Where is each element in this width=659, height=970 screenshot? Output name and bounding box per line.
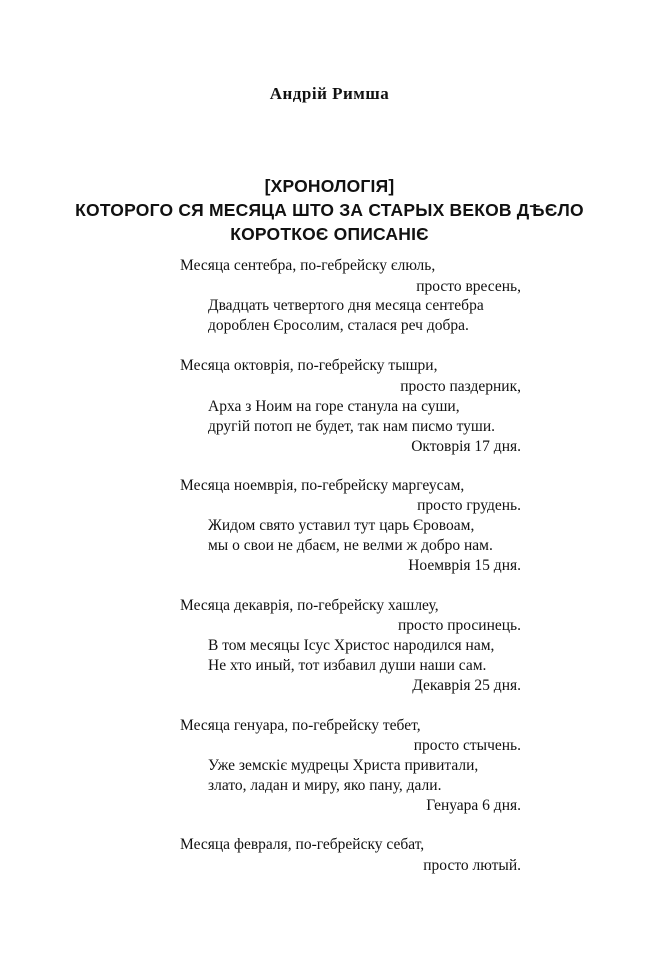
stanza-header: Месяца ноемврія, по-гебрейску маргеусам,: [180, 477, 465, 494]
title-line-2: КОТОРОГО СЯ МЕСЯЦА ШТО ЗА СТАРЫХ ВЕКОВ ДѢЄЛО: [75, 200, 584, 220]
stanza-simple-name: просто вресень,: [416, 278, 521, 295]
stanza-header: Месяца октоврія, по-гебрейску тышри,: [180, 357, 438, 374]
verse-line: мы о свои не дбаєм, не велми ж добро нам.: [208, 537, 493, 554]
stanza-date: Генуара 6 дня.: [426, 797, 521, 814]
stanza-simple-name: просто лютый.: [423, 857, 521, 874]
verse-line: дороблен Єросолим, сталася реч добра.: [208, 317, 469, 334]
title-line-1: [ХРОНОЛОГІЯ]: [264, 176, 395, 196]
verse-line: злато, ладан и миру, яко пану, дали.: [208, 777, 442, 794]
title-line-3: КОРОТКОЄ ОПИСАНІЄ: [230, 224, 429, 244]
verse-line: Уже земскіє мудрецы Христа привитали,: [208, 757, 479, 774]
verse-line: Не хто иный, тот избавил души наши сам.: [208, 657, 487, 674]
stanza-simple-name: просто грудень.: [417, 497, 521, 514]
stanza-header: Месяца сентебра, по-гебрейску єлюль,: [180, 257, 436, 274]
stanza-simple-name: просто стычень.: [413, 737, 521, 754]
verse-line: Двадцать четвертого дня месяца сентебра: [208, 297, 484, 314]
stanza-simple-name: просто паздерник,: [400, 378, 521, 395]
stanza-date: Октоврія 17 дня.: [411, 438, 521, 455]
stanza-header: Месяца декаврія, по-гебрейску хашлеу,: [180, 597, 439, 614]
verse-line: В том месяцы Ісус Христос народился нам,: [208, 637, 495, 654]
author-name: Андрій Римша: [269, 84, 390, 103]
stanza-date: Декаврія 25 дня.: [412, 677, 521, 694]
stanza-header: Месяца февраля, по-гебрейску себат,: [180, 836, 425, 853]
verse-line: Жидом свято уставил тут царь Єровоам,: [208, 517, 475, 534]
verse-line: Арха з Ноим на горе станула на суши,: [208, 398, 460, 415]
verse-line: другій потоп не будет, так нам писмо туши.: [208, 418, 496, 435]
stanza-date: Ноемврія 15 дня.: [408, 557, 521, 574]
stanza-simple-name: просто просинець.: [397, 617, 521, 634]
stanza-header: Месяца генуара, по-гебрейску тебет,: [180, 717, 421, 734]
